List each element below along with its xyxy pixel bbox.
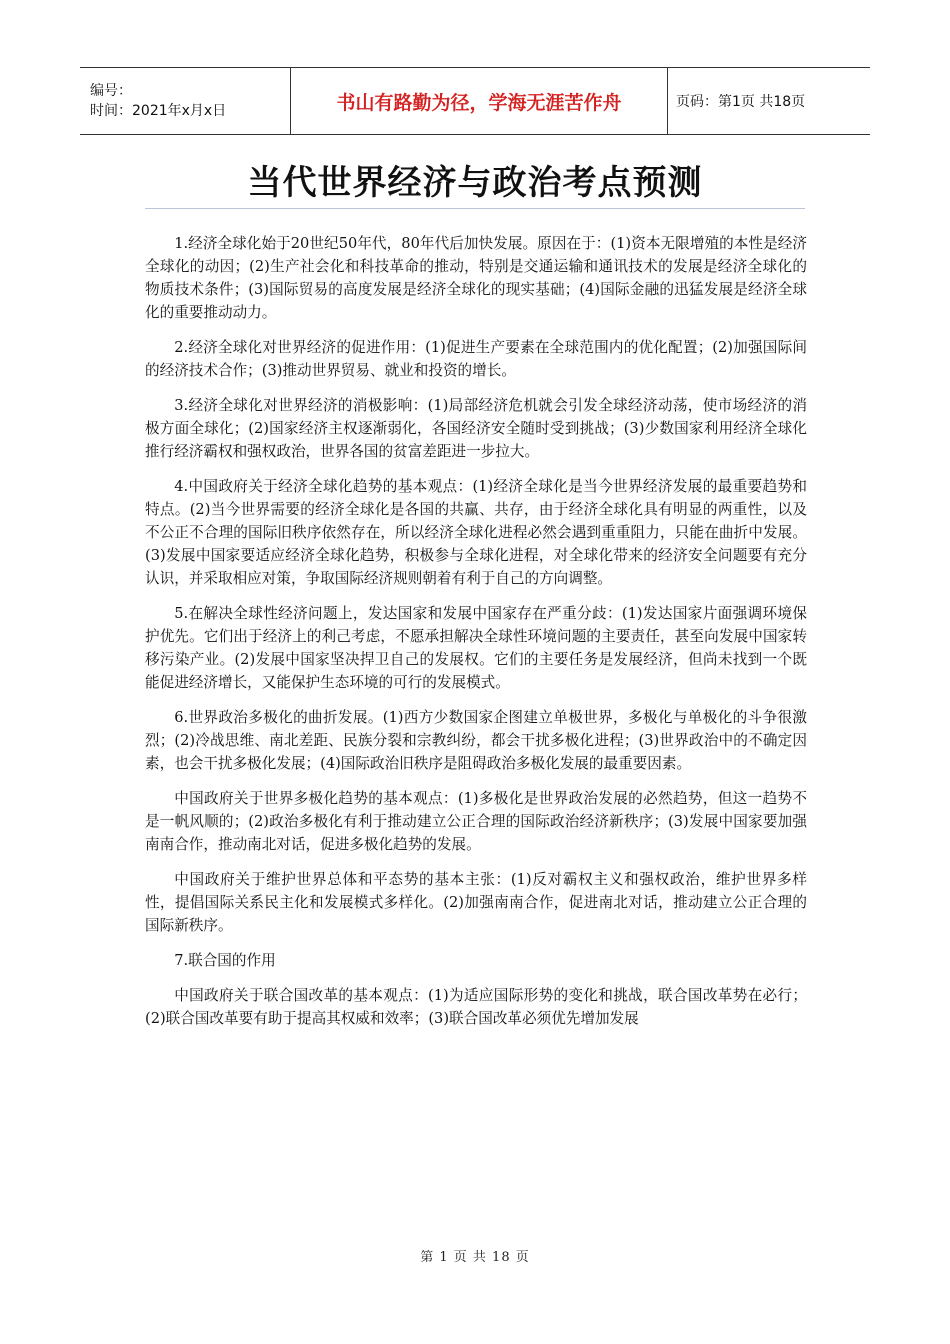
paragraph-1: 1.经济全球化始于20世纪50年代，80年代后加快发展。原因在于：(1)资本无限增殖的本性是经济全球化的动因；(2)生产社会化和科技革命的推动，特别是交通运输和通讯技术的发展是经济全球化的物质技术条件；(3)国际贸易的高度发展是经济全球化的现实基础；(4)国际金融的迅猛发展是经济全球化的重要推动动力。 (145, 235, 807, 321)
document-header (80, 67, 870, 135)
header-meta (80, 68, 291, 135)
document-title: 当代世界经济与政治考点预测 (247, 163, 703, 203)
paragraph-6: 6.世界政治多极化的曲折发展。(1)西方少数国家企图建立单极世界，多极化与单极化的斗争很激烈；(2)冷战思维、南北差距、民族分裂和宗教纠纷，都会干扰多极化进程；(3)世界政治中的不确定因素，也会干扰多极化发展；(4)国际政治旧秩序是阻碍政治多极化发展的最重要因素。 (145, 709, 807, 772)
page-footer: 第 1 页 共 18 页 (420, 1250, 530, 1265)
time-label: 时间：2021年x月x日 (90, 103, 227, 119)
number-label: 编号： (90, 83, 132, 99)
paragraph-3: 3.经济全球化对世界经济的消极影响：(1)局部经济危机就会引发全球经济动荡，使市场经济的消极方面全球化；(2)国家经济主权逐渐弱化，各国经济安全随时受到挑战；(3)少数国家利用经济全球化推行经济霸权和强权政治，世界各国的贫富差距进一步拉大。 (145, 397, 807, 460)
paragraph-7: 中国政府关于世界多极化趋势的基本观点：(1)多极化是世界政治发展的必然趋势，但这一趋势不是一帆风顺的；(2)政治多极化有利于推动建立公正合理的国际政治经济新秩序；(3)发展中国家要加强南南合作，推动南北对话，促进多极化趋势的发展。 (145, 790, 807, 853)
paragraph-2: 2.经济全球化对世界经济的促进作用：(1)促进生产要素在全球范围内的优化配置；(2)加强国际间的经济技术合作；(3)推动世界贸易、就业和投资的增长。 (145, 339, 807, 379)
document-body (145, 232, 807, 1042)
paragraph-4: 4.中国政府关于经济全球化趋势的基本观点：(1)经济全球化是当今世界经济发展的最重要趋势和特点。(2)当今世界需要的经济全球化是各国的共赢、共存，由于经济全球化具有明显的两重性，以及不公正不合理的国际旧秩序依然存在，所以经济全球化进程必然会遇到重重阻力，只能在曲折中发展。(3)发展中国家要适应经济全球化趋势，积极参与全球化进程，对全球化带来的经济安全问题要有充分认识，并采取相应对策，争取国际经济规则朝着有利于自己的方向调整。 (145, 478, 807, 587)
paragraph-9: 7.联合国的作用 (174, 952, 276, 969)
header-motto: 书山有路勤为径，学海无涯苦作舟 (336, 91, 622, 114)
paragraph-5: 5.在解决全球性经济问题上，发达国家和发展中国家存在严重分歧：(1)发达国家片面强调环境保护优先。它们出于经济上的利己考虑，不愿承担解决全球性环境问题的主要责任，甚至向发展中国家转移污染产业。(2)发展中国家坚决捍卫自己的发展权。它们的主要任务是发展经济，但尚未找到一个既能促进经济增长，又能保护生态环境的可行的发展模式。 (145, 605, 807, 691)
header-page-info: 页码：第1页 共18页 (668, 68, 871, 135)
paragraph-8: 中国政府关于维护世界总体和平态势的基本主张：(1)反对霸权主义和强权政治，维护世界多样性，提倡国际关系民主化和发展模式多样化。(2)加强南南合作，促进南北对话，推动建立公正合理的国际新秩序。 (145, 871, 807, 934)
paragraph-10: 中国政府关于联合国改革的基本观点：(1)为适应国际形势的变化和挑战，联合国改革势在必行；(2)联合国改革要有助于提高其权威和效率；(3)联合国改革必须优先增加发展 (145, 987, 807, 1027)
title-divider (145, 208, 805, 209)
header-motto-cell (291, 68, 668, 135)
